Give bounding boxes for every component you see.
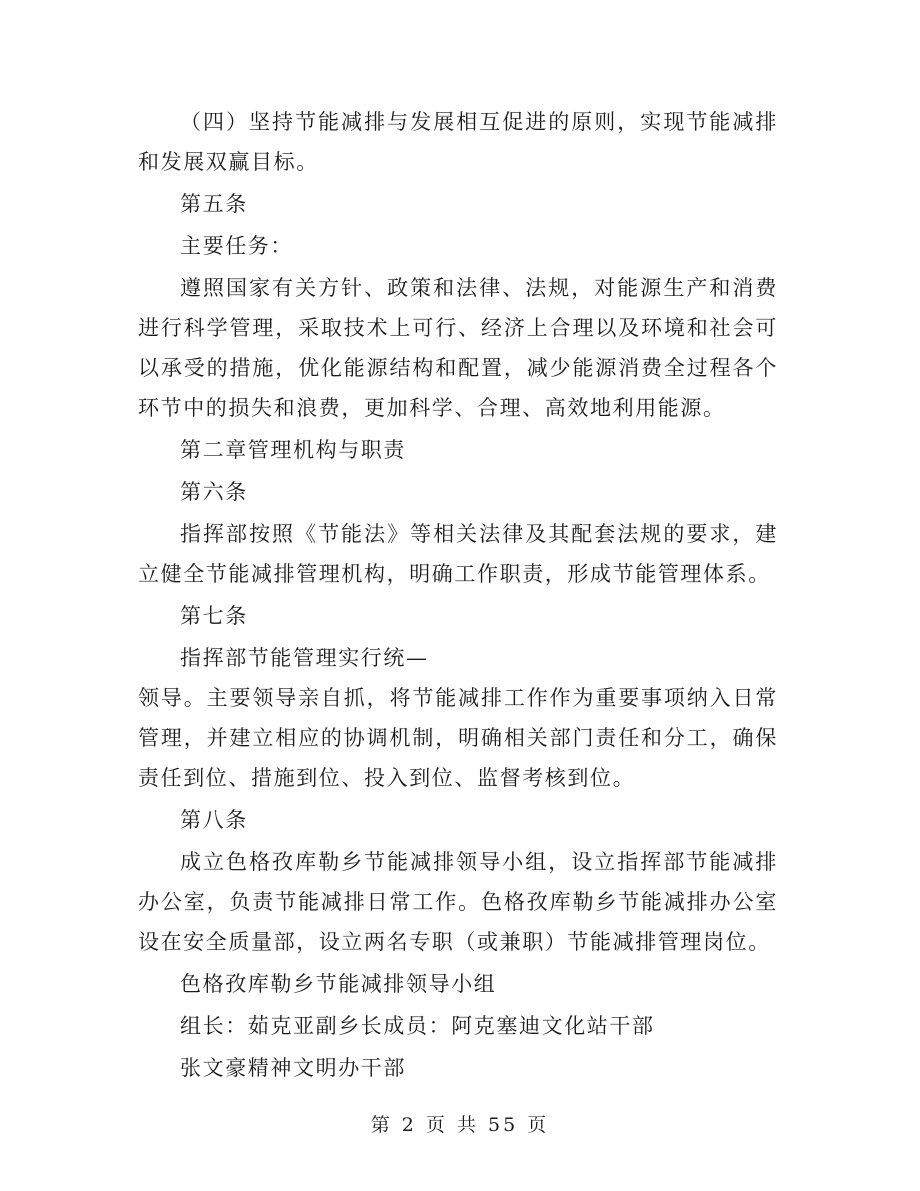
paragraph-main-tasks: 遵照国家有关方针、政策和法律、法规，对能源生产和消费进行科学管理，采取技术上可行、经济上合理以及环境和社会可以承受的措施，优化能源结构和配置，减少能源消费全过程各个环节中的损失和浪费，更加科学、合理、高效地利用能源。 — [138, 276, 778, 420]
article-six-heading: 第六条 — [180, 480, 248, 504]
article-five-heading: 第五条 — [180, 192, 248, 216]
leading-group-title: 色格孜库勒乡节能减排领导小组 — [180, 972, 497, 996]
article-seven-heading: 第七条 — [180, 604, 248, 628]
paragraph-article-seven-body: 领导。主要领导亲自抓，将节能减排工作作为重要事项纳入日常管理，并建立相应的协调机制，明确相关部门责任和分工，确保责任到位、措施到位、投入到位、监督考核到位。 — [138, 686, 778, 790]
page-number-footer: 第 2 页 共 55 页 — [370, 1114, 550, 1136]
leading-group-member-extra: 张文豪精神文明办干部 — [180, 1056, 406, 1080]
document-body — [138, 102, 778, 1088]
article-eight-heading: 第八条 — [180, 808, 248, 832]
paragraph-article-seven-start: 指挥部节能管理实行统— — [180, 646, 429, 670]
paragraph-principle-four: （四）坚持节能减排与发展相互促进的原则，实现节能减排和发展双赢目标。 — [138, 110, 778, 174]
main-tasks-heading: 主要任务： — [180, 234, 293, 258]
paragraph-article-six: 指挥部按照《节能法》等相关法律及其配套法规的要求，建立健全节能减排管理机构，明确工作职责，形成节能管理体系。 — [138, 522, 778, 586]
chapter-two-heading: 第二章管理机构与职责 — [180, 438, 406, 462]
leading-group-members: 组长：茹克亚副乡长成员：阿克塞迪文化站干部 — [180, 1014, 655, 1038]
paragraph-article-eight: 成立色格孜库勒乡节能减排领导小组，设立指挥部节能减排办公室，负责节能减排日常工作。色格孜库勒乡节能减排办公室设在安全质量部，设立两名专职（或兼职）节能减排管理岗位。 — [138, 850, 778, 954]
